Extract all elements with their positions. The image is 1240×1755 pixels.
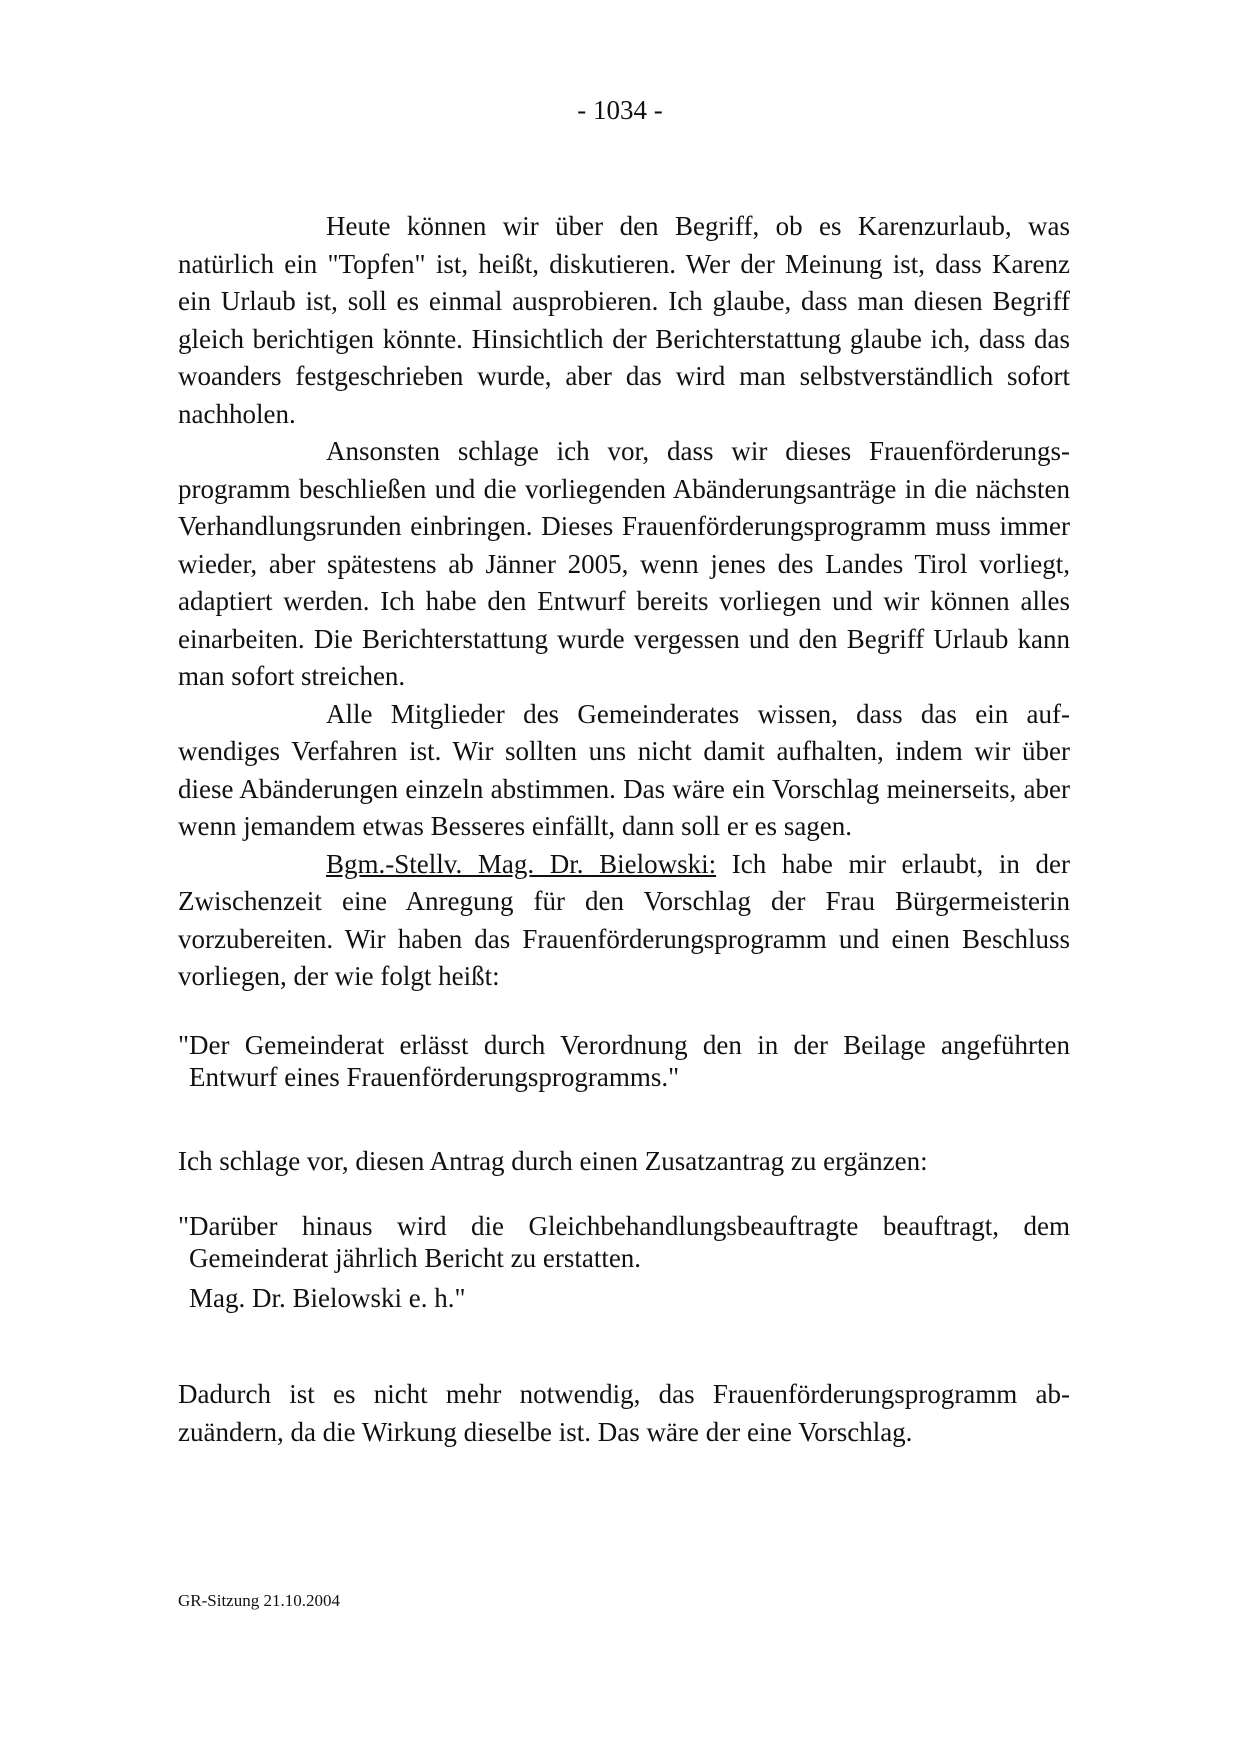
footer-session-date: GR-Sitzung 21.10.2004 xyxy=(178,1591,340,1610)
page-number: - 1034 - xyxy=(577,95,663,125)
paragraph-gemeinderat-verfahren: Alle Mitglieder des Gemeinderates wissen, dass das ein aufwendiges Verfahren ist. Wir sollten uns nicht damit aufhalten, indem wir über diese Abänderungen einzeln abstimmen. Das wäre ein Vorschlag meinerseits, aber wenn jemandem etwas Besseres einfällt, dann soll er es sagen. xyxy=(178,698,1070,841)
speaker-statement: Ich habe mir erlaubt, in der Zwischenzeit eine Anregung für den Vorschlag der Frau Bürgermeisterin vorzubereiten. Wir haben das Frauenförderungsprogramm und einen Beschluss vorliegen, der wie folgt heißt: xyxy=(178,848,1070,991)
paragraph-karenzurlaub: Heute können wir über den Begriff, ob es Karenzurlaub, was natürlich ein "Topfen" ist, heißt, diskutieren. Wer der Meinung ist, dass Karenz ein Urlaub ist, soll es einmal ausprobieren. Ich glaube, dass man diesen Begriff gleich berichtigen könnte. Hinsichtlich der Berichterstattung glaube ich, dass das woanders festgeschrieben wurde, aber das wird man selbstverständlich sofort nachholen. xyxy=(178,211,1070,429)
quote-beschluss: "Der Gemeinderat erlässt durch Verordnung den in der Beilage angeführten Entwurf eines Frauenförderungsprogramms." xyxy=(178,1029,1070,1092)
document-body xyxy=(178,208,1070,1451)
quote-signature: Mag. Dr. Bielowski e. h." xyxy=(189,1283,466,1313)
paragraph-programm-beschliessen: Ansonsten schlage ich vor, dass wir dieses Frauenförderungsprogramm beschließen und die vorliegenden Abänderungsanträge in die nächsten Verhandlungsrunden einbringen. Dieses Frauenförderungsprogramm muss immer wieder, aber spätestens ab Jänner 2005, wenn jenes des Landes Tirol vorliegt, adaptiert werden. Ich habe den Entwurf bereits vorliegen und wir können alles einarbeiten. Die Berichterstattung wurde vergessen und den Begriff Urlaub kann man sofort streichen. xyxy=(178,436,1070,691)
quote-zusatzantrag: "Darüber hinaus wird die Gleichbehandlungsbeauftragte beauftragt, dem Gemeinderat jährlich Bericht zu erstatten. xyxy=(178,1211,1070,1273)
paragraph-bielowski-statement xyxy=(178,846,1070,996)
closing-paragraph: Dadurch ist es nicht mehr notwendig, das Frauenförderungsprogramm abzuändern, da die Wirkung dieselbe ist. Das wäre der eine Vorschlag. xyxy=(178,1379,1070,1447)
speaker-name: Bgm.-Stellv. Mag. Dr. Bielowski: xyxy=(326,848,717,879)
proposal-intro: Ich schlage vor, diesen Antrag durch einen Zusatzantrag zu ergänzen: xyxy=(178,1145,928,1176)
